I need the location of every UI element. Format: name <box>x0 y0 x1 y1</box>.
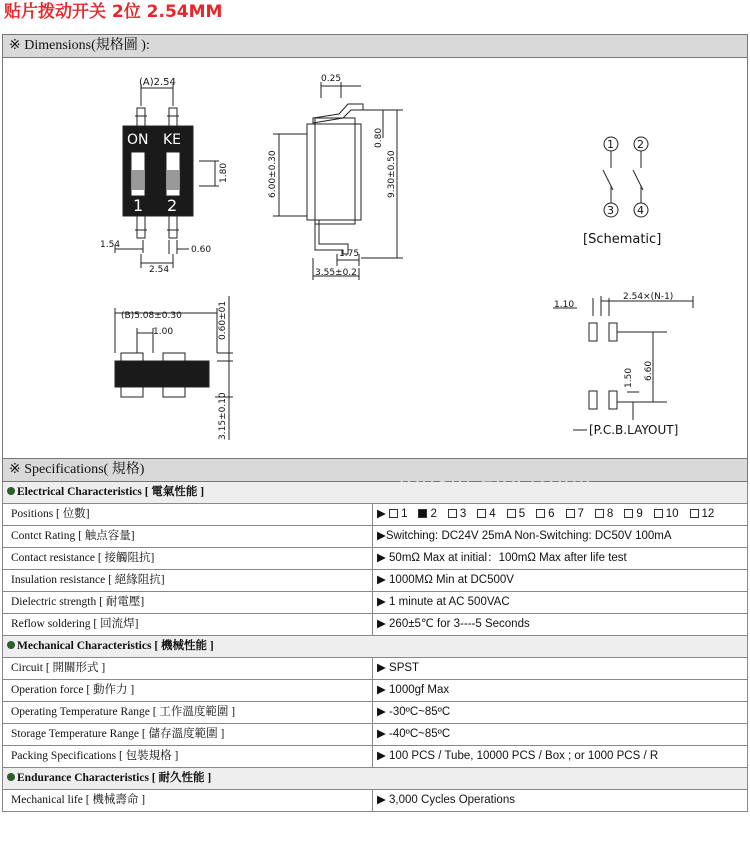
spec-label: Reflow soldering [ 回流焊] <box>11 618 139 630</box>
spec-value: ▶ -40ºC~85ºC <box>372 724 747 745</box>
spec-value: ▶ -30ºC~85ºC <box>372 702 747 723</box>
side-view-labels <box>268 74 397 278</box>
spec-row-circuit <box>2 658 748 680</box>
on-label: ON <box>127 132 149 148</box>
dimension-drawings <box>2 58 748 458</box>
endurance-heading-row <box>2 768 748 790</box>
spec-row-reflow <box>2 614 748 636</box>
dim-080-label: 0.80 <box>374 127 384 148</box>
positions-list <box>389 508 725 520</box>
spec-label: Packing Specifications [ 包裝規格 ] <box>11 750 179 762</box>
spec-value: ▶ 1000gf Max <box>372 680 747 701</box>
unchecked-box-icon <box>477 509 486 518</box>
unchecked-box-icon <box>389 509 398 518</box>
electrical-heading-row <box>2 482 748 504</box>
side-view-drawing <box>273 82 403 280</box>
pcb-layout-caption: [P.C.B.LAYOUT] <box>589 423 679 437</box>
checked-box-icon <box>418 509 427 518</box>
dim-315-label: 3.15±0.10 <box>218 392 228 440</box>
unchecked-box-icon <box>690 509 699 518</box>
specifications-section-header: ※ Specifications( 規格) <box>2 458 748 482</box>
dim-060-bottom-label: 0.60±01 <box>218 300 228 340</box>
dim-060-label: 0.60 <box>191 245 212 255</box>
position-number: 9 <box>636 508 643 520</box>
unchecked-box-icon <box>595 509 604 518</box>
position-option <box>624 504 642 525</box>
spec-value: ▶ 100 PCS / Tube, 10000 PCS / Box ; or 1000 PCS / R <box>372 746 747 767</box>
position-option <box>690 504 715 525</box>
spec-label: Dielectric strength [ 耐電壓] <box>11 596 145 608</box>
position-number: 12 <box>701 508 715 520</box>
unchecked-box-icon <box>654 509 663 518</box>
position-number: 2 <box>430 508 437 520</box>
position-number: 3 <box>459 508 467 520</box>
spec-value: ▶ 1 minute at AC 500VAC <box>372 592 747 613</box>
position-number: 6 <box>548 508 555 520</box>
dim-600-label: 6.00±0.30 <box>268 150 278 198</box>
spec-row-contact-rating <box>2 526 748 548</box>
unchecked-box-icon <box>507 509 516 518</box>
spec-value: ▶ 50mΩ Max at initial：100mΩ Max after life test <box>372 548 747 569</box>
bullet-icon <box>7 773 15 781</box>
spec-label: Positions [ 位數] <box>11 508 90 520</box>
dim-025-label: 0.25 <box>321 74 342 84</box>
unchecked-box-icon <box>624 509 633 518</box>
schematic-node-4: 4 <box>637 204 644 217</box>
bullet-icon <box>7 641 15 649</box>
schematic-labels <box>583 138 661 247</box>
spec-row-storage-temp <box>2 724 748 746</box>
spec-label: Storage Temperature Range [ 儲存溫度範圍 ] <box>11 728 225 740</box>
position-option <box>566 504 584 525</box>
positions-value: ▶ 1 2 3 4 5 6 7 8 9 10 12 <box>372 504 747 525</box>
position-option <box>448 504 466 525</box>
spec-label: Insulation resistance [ 絕緣阻抗] <box>11 574 165 586</box>
position-number: 5 <box>518 508 526 520</box>
dim-pitch-label: 2.54×(N-1) <box>623 292 674 302</box>
schematic-node-3: 3 <box>607 204 614 217</box>
spec-value: ▶Switching: DC24V 25mA Non-Switching: DC50V 100mA <box>372 526 747 547</box>
unchecked-box-icon <box>536 509 545 518</box>
pos-1-label: 1 <box>133 196 144 215</box>
spec-value: ▶ SPST <box>372 658 747 679</box>
spec-value: ▶ 3,000 Cycles Operations <box>372 790 747 811</box>
dimension-drawing-svg <box>3 58 747 458</box>
dim-930-label: 9.30±0.50 <box>387 150 397 198</box>
position-option <box>507 504 525 525</box>
spec-label: Contact resistance [ 接觸阻抗] <box>11 552 155 564</box>
pcb-layout-labels <box>554 292 678 437</box>
position-option <box>389 504 407 525</box>
dim-254-label: 2.54 <box>149 265 170 275</box>
dim-355-label: 3.55±0.2 <box>315 268 357 278</box>
unchecked-box-icon <box>448 509 457 518</box>
spec-label: Operation force [ 動作力 ] <box>11 684 135 696</box>
dim-b-label: (B)5.08±0.30 <box>121 311 182 321</box>
schematic-node-1: 1 <box>607 138 614 151</box>
endurance-heading: Endurance Characteristics [ 耐久性能 ] <box>17 772 212 784</box>
dim-a-label: (A)2.54 <box>139 77 176 88</box>
spec-label: Mechanical life [ 機械壽命 ] <box>11 794 146 806</box>
dim-110-label: 1.10 <box>554 300 575 310</box>
dim-154-label: 1.54 <box>100 240 121 250</box>
dimensions-section-header: ※ Dimensions(規格圖 ): <box>2 34 748 58</box>
schematic-node-2: 2 <box>637 138 644 151</box>
spec-row-contact-resistance <box>2 548 748 570</box>
position-option <box>654 504 679 525</box>
position-number: 8 <box>606 508 614 520</box>
top-view-drawing <box>115 84 219 268</box>
bullet-icon <box>7 487 15 495</box>
spec-row-mechanical-life <box>2 790 748 812</box>
page-title: 贴片拨动开关 2位 2.54MM <box>4 2 223 22</box>
position-option <box>477 504 495 525</box>
position-option <box>595 504 613 525</box>
pos-2-label: 2 <box>167 196 178 215</box>
spec-label: Operating Temperature Range [ 工作溫度範圍 ] <box>11 706 236 718</box>
dim-150-label: 1.50 <box>624 367 634 388</box>
mechanical-heading-row <box>2 636 748 658</box>
unchecked-box-icon <box>566 509 575 518</box>
spec-label: Circuit [ 開關形式 ] <box>11 662 106 674</box>
spec-row-dielectric <box>2 592 748 614</box>
position-number: 4 <box>489 508 496 520</box>
dim-100-label: 1.00 <box>153 327 174 337</box>
position-option <box>418 504 436 525</box>
dim-180-label: 1.80 <box>219 162 229 183</box>
electrical-heading: Electrical Characteristics [ 電氣性能 ] <box>17 486 205 498</box>
position-number: 7 <box>577 508 584 520</box>
spec-value: ▶ 1000MΩ Min at DC500V <box>372 570 747 591</box>
position-option <box>536 504 554 525</box>
ke-label: KE <box>163 132 182 148</box>
spec-row-positions <box>2 504 748 526</box>
dim-175-label: 1.75 <box>339 249 360 259</box>
spec-row-operating-temp <box>2 702 748 724</box>
position-number: 1 <box>401 508 408 520</box>
dim-660-label: 6.60 <box>644 360 654 381</box>
spec-label: Contct Rating [ 触点容量] <box>11 530 135 542</box>
spec-value: ▶ 260±5℃ for 3----5 Seconds <box>372 614 747 635</box>
spec-row-operation-force <box>2 680 748 702</box>
position-number: 10 <box>665 508 679 520</box>
spec-row-packing <box>2 746 748 768</box>
pcb-layout-drawing <box>553 296 693 430</box>
mechanical-heading: Mechanical Characteristics [ 機械性能 ] <box>17 640 214 652</box>
schematic-caption: [Schematic] <box>583 232 662 247</box>
spec-row-insulation <box>2 570 748 592</box>
